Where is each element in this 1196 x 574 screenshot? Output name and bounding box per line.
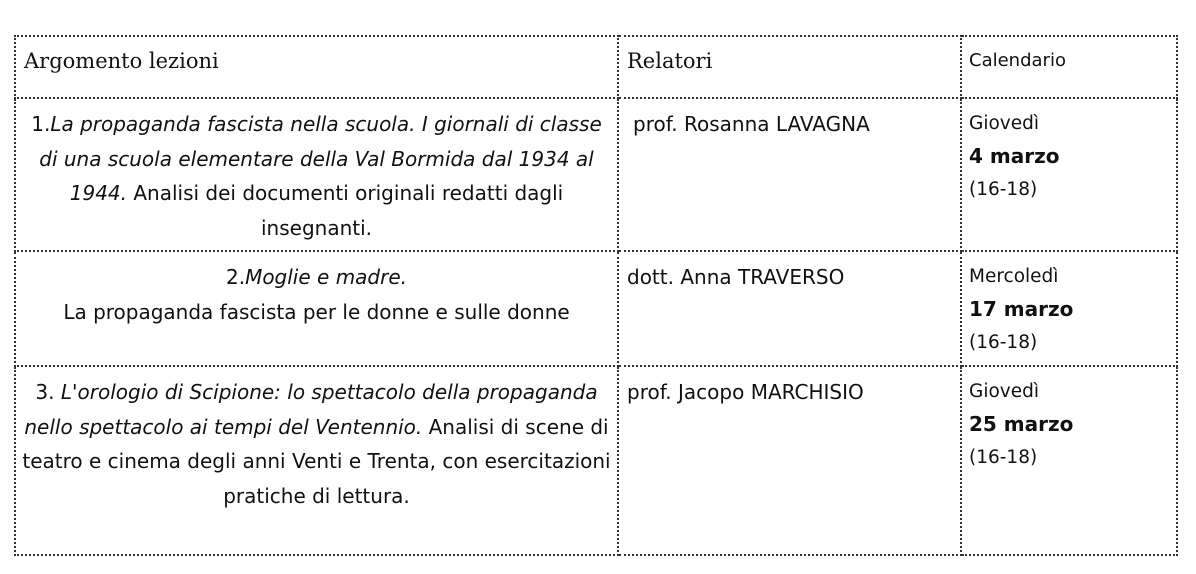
speaker-cell [618,98,961,251]
lesson-day: Giovedì [969,113,1040,134]
lesson-number: 2. [225,265,246,289]
table-row [15,98,1177,251]
lesson-time: (16-18) [969,447,1038,468]
header-cell-speakers [618,36,961,98]
lesson-day: Giovedì [969,381,1040,402]
lesson-date: 17 marzo [969,297,1074,321]
topic-cell [15,251,618,366]
header-cell-calendar [961,36,1177,98]
header-topic: Argomento lezioni [24,49,219,73]
lesson-description: Analisi di scene di teatro e cinema degli anni Venti e Trenta, con esercitazioni pratiche di lettura. [22,414,611,508]
lesson-speaker: dott. Anna TRAVERSO [627,265,845,289]
lesson-number: 1. [31,112,51,136]
lesson-description: Analisi dei documenti originali redatti dagli insegnanti. [127,181,564,240]
calendar-cell [961,251,1177,366]
header-cell-topic [15,36,618,98]
table-row [15,251,1177,366]
lesson-speaker: prof. Jacopo MARCHISIO [627,380,864,404]
lesson-date: 25 marzo [969,412,1074,436]
table-header-row [15,36,1177,98]
lesson-topic [16,367,617,513]
topic-cell [15,98,618,251]
lesson-topic [16,252,617,329]
calendar-cell [961,98,1177,251]
lesson-time: (16-18) [969,179,1038,200]
lesson-day: Mercoledì [969,266,1059,287]
lesson-time: (16-18) [969,332,1038,353]
lesson-topic [16,99,617,245]
lessons-table [14,35,1178,556]
topic-cell [15,366,618,555]
header-calendar: Calendario [969,50,1066,71]
lesson-title: La propaganda fascista nella scuola. I giornali di classe di una scuola elementare della Val Bormida dal 1934 al 1944. [39,112,602,205]
speaker-cell [618,251,961,366]
lesson-schedule [962,99,1176,206]
lesson-description: La propaganda fascista per le donne e sulle donne [63,299,570,324]
lesson-date: 4 marzo [969,144,1060,168]
lesson-title: Moglie e madre. [245,265,408,289]
header-speakers: Relatori [627,49,713,73]
lesson-title: L'orologio di Scipione: lo spettacolo della propaganda nello spettacolo ai tempi del Ventennio. [24,380,598,439]
speaker-cell [618,366,961,555]
lesson-number: 3. [35,380,61,404]
lesson-schedule [962,252,1176,359]
table-row [15,366,1177,555]
lesson-schedule [962,367,1176,474]
calendar-cell [961,366,1177,555]
lesson-speaker: prof. Rosanna LAVAGNA [633,112,870,136]
